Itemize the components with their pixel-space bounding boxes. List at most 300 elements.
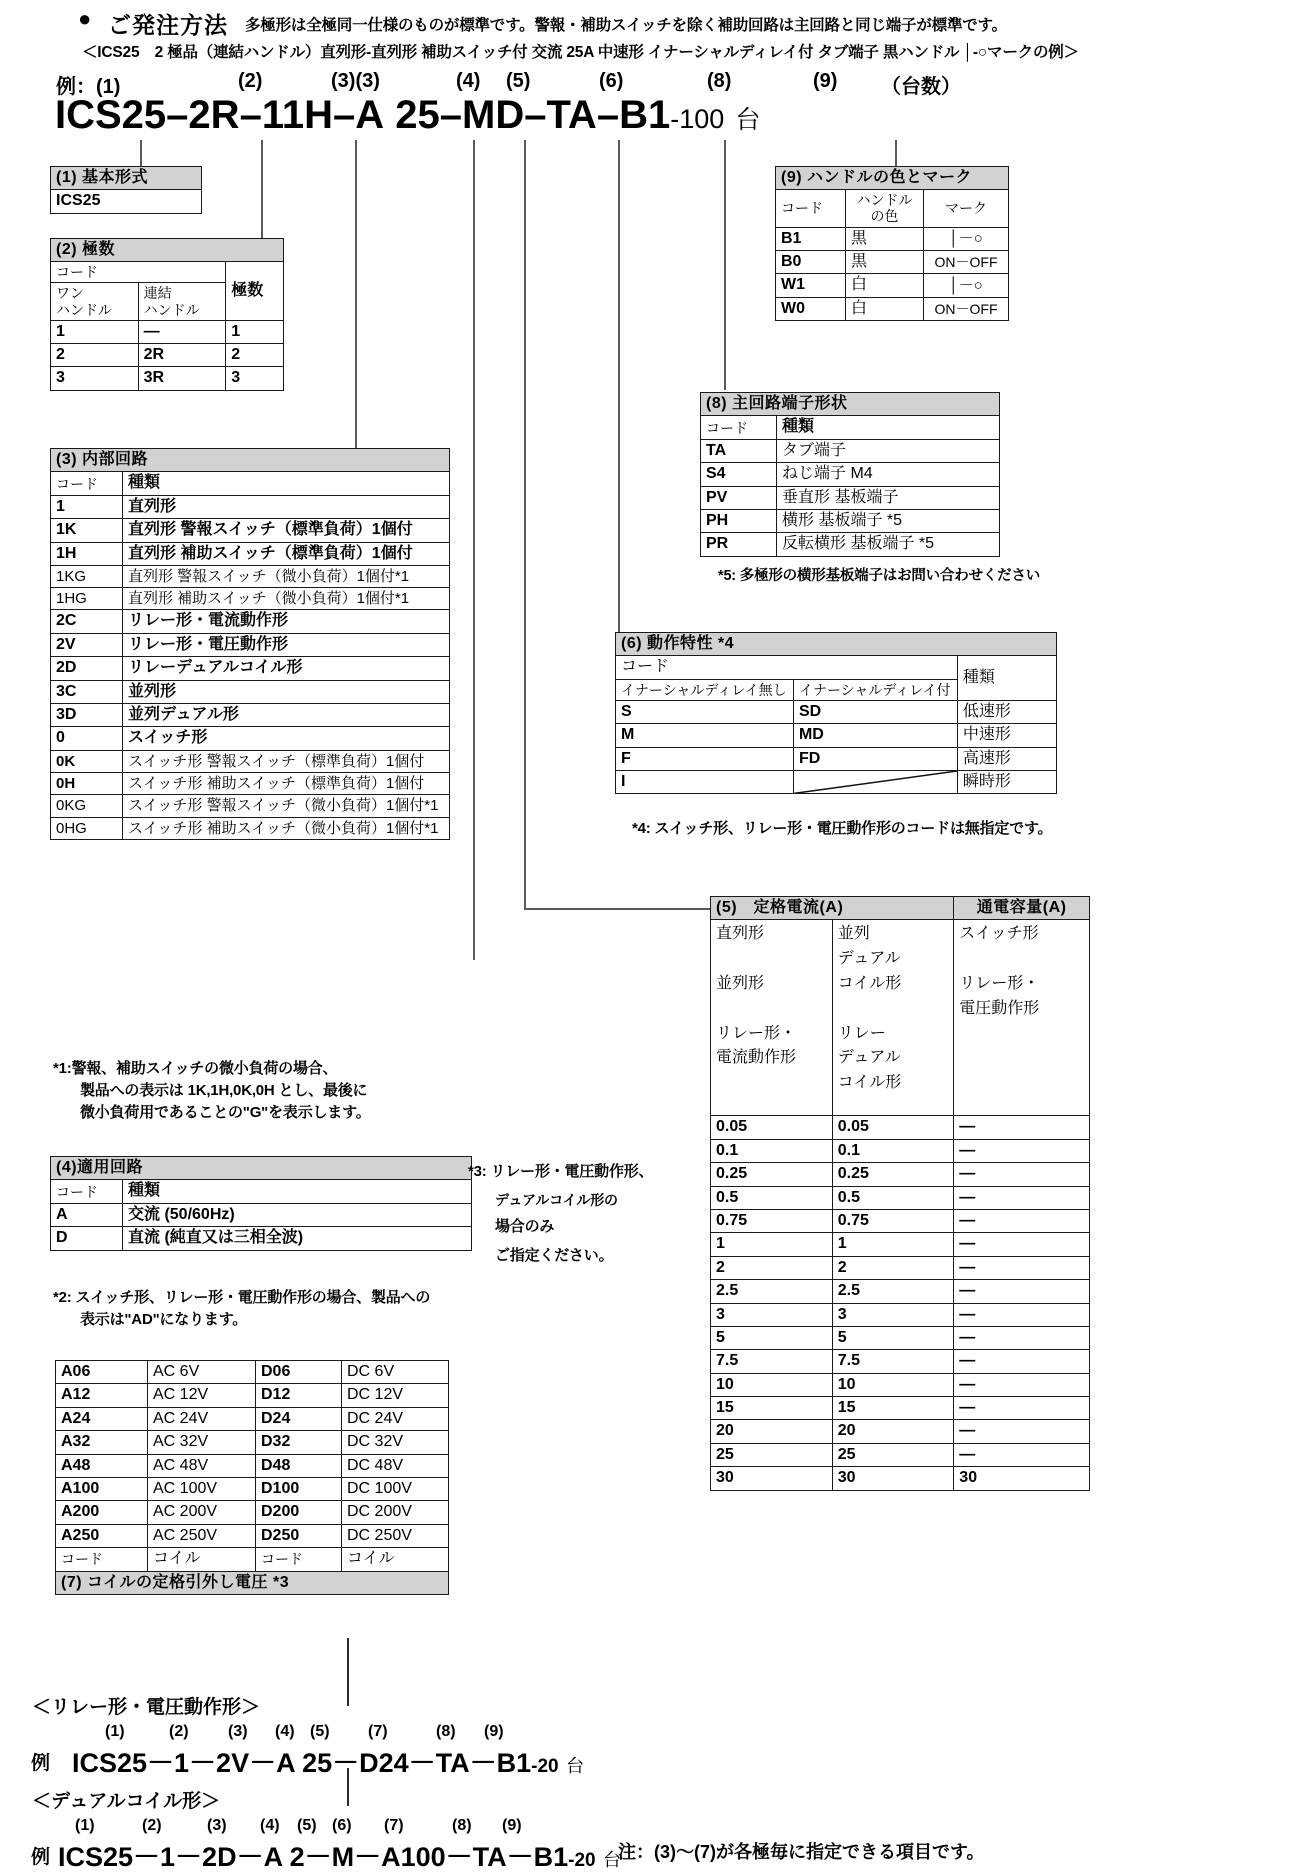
bex2-num-2: (2) — [142, 1817, 162, 1834]
table-row — [51, 795, 450, 817]
page-title: ご発注方法 — [108, 12, 228, 38]
t5-a: 1 — [711, 1233, 833, 1256]
t9-code: W0 — [776, 297, 846, 320]
t3-code: 0H — [51, 773, 123, 795]
t6-no-delay: F — [616, 747, 794, 770]
footnote-2-line-1: *2: スイッチ形、リレー形・電圧動作形の場合、製品への — [53, 1289, 431, 1306]
bex1-qty: -20 — [531, 1756, 559, 1777]
t5-c: ― — [954, 1397, 1090, 1420]
t7-dc-code: D12 — [256, 1384, 342, 1407]
table-row — [56, 1431, 449, 1454]
footnote-3-line-3: 場合のみ — [495, 1218, 555, 1236]
table-row — [51, 495, 450, 518]
t7-ac: AC 100V — [148, 1477, 256, 1500]
t5-a: 25 — [711, 1443, 833, 1466]
t5-b: 0.5 — [832, 1186, 954, 1209]
bex2-num-6: (6) — [332, 1817, 352, 1834]
bex1-num-2: (2) — [169, 1723, 189, 1740]
code-dash-4: – — [439, 93, 462, 137]
t7-dc: DC 200V — [342, 1501, 449, 1524]
connector-9 — [895, 140, 897, 166]
t7-ac: AC 48V — [148, 1454, 256, 1477]
table-row — [776, 227, 1009, 250]
table-6-head-kind: 種類 — [957, 656, 1056, 700]
t9-code: B0 — [776, 250, 846, 273]
t4-code: D — [51, 1227, 123, 1250]
bex1-num-4: (4) — [275, 1723, 295, 1740]
t8-kind: 反転横形 基板端子 *5 — [777, 533, 1000, 556]
t3-kind: リレー形・電流動作形 — [123, 610, 450, 633]
t8-code: S4 — [701, 463, 777, 486]
code-part-3: 11H — [261, 93, 333, 137]
table-row — [56, 1454, 449, 1477]
t7-dc-code: D06 — [256, 1361, 342, 1384]
t6-kind: 高速形 — [957, 747, 1056, 770]
t7-foot-code-1: コード — [56, 1548, 148, 1571]
t9-code: W1 — [776, 274, 846, 297]
t5-a: 0.05 — [711, 1116, 833, 1139]
t5-a: 0.1 — [711, 1139, 833, 1162]
table-4-head-kind: 種類 — [123, 1180, 472, 1203]
table-row — [51, 519, 450, 542]
t7-ac-code: A32 — [56, 1431, 148, 1454]
bex2-num-5: (5) — [297, 1817, 317, 1834]
t7-ac-code: A250 — [56, 1524, 148, 1547]
t3-code: 2D — [51, 657, 123, 680]
t9-mark: │－○ — [924, 227, 1009, 250]
t3-kind: スイッチ形 補助スイッチ（標準負荷）1個付 — [123, 773, 450, 795]
table-5-rated-current — [710, 896, 1090, 1491]
table-row — [616, 771, 1057, 794]
table-7-title: (7) コイルの定格引外し電圧 *3 — [56, 1571, 449, 1594]
t2-r2-poles: 3 — [226, 367, 284, 390]
footnote-1-line-1: *1:警報、補助スイッチの微小負荷の場合、 — [53, 1060, 338, 1077]
table-row — [51, 344, 284, 367]
table-8-title: (8) 主回路端子形状 — [701, 393, 1000, 416]
t7-foot-coil-1: コイル — [148, 1548, 256, 1571]
bex2-num-4: (4) — [260, 1817, 280, 1834]
table-row — [51, 750, 450, 772]
table-row — [701, 509, 1000, 532]
t5-c: ― — [954, 1139, 1090, 1162]
bex1-num-7: (7) — [368, 1723, 388, 1740]
t3-kind: リレー形・電圧動作形 — [123, 633, 450, 656]
code-dash-2: – — [239, 93, 262, 137]
t6-no-delay: M — [616, 724, 794, 747]
table-row — [56, 1407, 449, 1430]
header-note: 多極形は全極同一仕様のものが標準です。警報・補助スイッチを除く補助回路は主回路と同じ端子が標準です。 — [245, 17, 1007, 34]
t3-kind: 直列形 補助スイッチ（微小負荷）1個付*1 — [123, 588, 450, 610]
code-part-1: ICS25 — [55, 93, 167, 137]
t9-mark: │－○ — [924, 274, 1009, 297]
t5-c: ― — [954, 1209, 1090, 1232]
table-row — [711, 1350, 1090, 1373]
table-row — [711, 1256, 1090, 1279]
t8-kind: タブ端子 — [777, 439, 1000, 462]
table-6-title: (6) 動作特性 *4 — [616, 633, 1057, 656]
table-6-head-code: コード — [616, 656, 958, 679]
t5-c: ― — [954, 1373, 1090, 1396]
table-3-head-kind: 種類 — [123, 472, 450, 495]
t7-ac-code: A200 — [56, 1501, 148, 1524]
table-row — [51, 367, 284, 390]
bottom-example-2-title: ＜デュアルコイル形＞ — [32, 1791, 221, 1812]
t8-code: PV — [701, 486, 777, 509]
code-dash-1: – — [166, 93, 189, 137]
t4-kind: 直流 (純直又は三相全波) — [123, 1227, 472, 1250]
t5-b: 7.5 — [832, 1350, 954, 1373]
t6-delay: MD — [793, 724, 957, 747]
t7-dc: DC 24V — [342, 1407, 449, 1430]
t7-foot-code-2: コード — [256, 1548, 342, 1571]
table-8-head-code: コード — [701, 416, 777, 439]
t7-dc: DC 100V — [342, 1477, 449, 1500]
t5-b: 1 — [832, 1233, 954, 1256]
t7-ac: AC 250V — [148, 1524, 256, 1547]
t5-b: 0.05 — [832, 1116, 954, 1139]
t7-dc-code: D48 — [256, 1454, 342, 1477]
t5-b: 2.5 — [832, 1280, 954, 1303]
table-row — [51, 773, 450, 795]
t5-a: 10 — [711, 1373, 833, 1396]
t6-kind: 瞬時形 — [957, 771, 1056, 794]
bottom-example-2-label: 例 — [31, 1847, 51, 1868]
table-2-head-poles: 極数 — [226, 262, 284, 320]
bottom-example-1-title: ＜リレー形・電圧動作形＞ — [32, 1697, 261, 1718]
t7-ac: AC 32V — [148, 1431, 256, 1454]
table-5-col3-head: スイッチ形 リレー形・ 電圧動作形 — [954, 920, 1090, 1116]
table-row — [51, 588, 450, 610]
table-row — [711, 1186, 1090, 1209]
connector-5a — [524, 140, 526, 910]
t9-color: 白 — [846, 274, 924, 297]
t3-code: 3D — [51, 704, 123, 727]
t6-delay-empty — [793, 771, 957, 794]
t3-kind: スイッチ形 補助スイッチ（微小負荷）1個付*1 — [123, 817, 450, 839]
table-row — [711, 1233, 1090, 1256]
table-row — [711, 1163, 1090, 1186]
t5-c: ― — [954, 1256, 1090, 1279]
t5-c: ― — [954, 1350, 1090, 1373]
t3-code: 0 — [51, 727, 123, 750]
bex1-num-9: (9) — [484, 1723, 504, 1740]
ex-num-2: (2) — [238, 70, 263, 92]
bex2-num-9: (9) — [502, 1817, 522, 1834]
t5-c: 30 — [954, 1467, 1090, 1490]
t9-code: B1 — [776, 227, 846, 250]
connector-3 — [355, 140, 357, 450]
table-row — [51, 542, 450, 565]
table-row — [711, 1443, 1090, 1466]
t3-code: 1HG — [51, 588, 123, 610]
connector-5b — [524, 908, 710, 910]
t5-b: 20 — [832, 1420, 954, 1443]
t6-delay: SD — [793, 700, 957, 723]
t5-a: 0.5 — [711, 1186, 833, 1209]
table-3-title: (3) 内部回路 — [51, 449, 450, 472]
t8-code: PR — [701, 533, 777, 556]
footnote-1-line-2: 製品への表示は 1K,1H,0K,0H とし、最後に — [80, 1081, 368, 1099]
connector-7a — [347, 1638, 349, 1706]
t3-kind: 並列デュアル形 — [123, 704, 450, 727]
t3-kind: 直列形 警報スイッチ（標準負荷）1個付 — [123, 519, 450, 542]
t7-ac-code: A24 — [56, 1407, 148, 1430]
bex2-num-1: (1) — [75, 1817, 95, 1834]
table-9-head-color: ハンドル の色 — [846, 190, 924, 227]
footnote-2 — [53, 1287, 503, 1331]
code-unit: 台 — [735, 106, 761, 134]
t7-dc: DC 32V — [342, 1431, 449, 1454]
t5-c: ― — [954, 1233, 1090, 1256]
t3-code: 1H — [51, 542, 123, 565]
table-row — [56, 1524, 449, 1547]
bex1-num-8: (8) — [436, 1723, 456, 1740]
code-part-9: B1 — [619, 93, 671, 137]
footnote-5: *5: 多極形の横形基板端子はお問い合わせください — [718, 568, 1041, 584]
table-row — [701, 486, 1000, 509]
t7-dc: DC 12V — [342, 1384, 449, 1407]
code-part-4: A — [355, 93, 385, 137]
table-row — [711, 1373, 1090, 1396]
t5-c: ― — [954, 1186, 1090, 1209]
example-code-line — [55, 93, 760, 138]
t6-kind: 低速形 — [957, 700, 1056, 723]
table-row — [776, 250, 1009, 273]
bex2-unit: 台 — [603, 1850, 622, 1870]
t5-b: 15 — [832, 1397, 954, 1420]
table-row — [51, 633, 450, 656]
t9-color: 白 — [846, 297, 924, 320]
t5-b: 0.1 — [832, 1139, 954, 1162]
table-row — [616, 700, 1057, 723]
t7-ac-code: A06 — [56, 1361, 148, 1384]
table-9-title: (9) ハンドルの色とマーク — [776, 167, 1009, 190]
t5-a: 0.25 — [711, 1163, 833, 1186]
t5-c: ― — [954, 1326, 1090, 1349]
table-row — [711, 1467, 1090, 1490]
table-3-head-code: コード — [51, 472, 123, 495]
t3-code: 2V — [51, 633, 123, 656]
t5-a: 2 — [711, 1256, 833, 1279]
t5-c: ― — [954, 1163, 1090, 1186]
table-5-title: (5) 定格電流(A) — [711, 897, 954, 920]
bex2-num-8: (8) — [452, 1817, 472, 1834]
table-2-pole-count — [50, 238, 284, 391]
table-row — [56, 1501, 449, 1524]
table-row — [616, 724, 1057, 747]
table-row — [51, 817, 450, 839]
final-note: 注：(3)～(7)が各極毎に指定できる項目です。 — [618, 1842, 985, 1862]
bex2-num-7: (7) — [384, 1817, 404, 1834]
t2-r1-poles: 2 — [226, 344, 284, 367]
table-9-head-mark: マーク — [924, 190, 1009, 227]
connector-1 — [140, 140, 142, 168]
t6-no-delay: S — [616, 700, 794, 723]
t5-b: 25 — [832, 1443, 954, 1466]
t2-r1-link: 2R — [138, 344, 226, 367]
table-row — [701, 439, 1000, 462]
bullet-glyph: ● — [78, 6, 92, 31]
t3-kind: スイッチ形 — [123, 727, 450, 750]
t9-color: 黒 — [846, 250, 924, 273]
t5-c: ― — [954, 1303, 1090, 1326]
t5-b: 10 — [832, 1373, 954, 1396]
header-subnote: ＜ICS25 2 極品（連結ハンドル）直列形-直列形 補助スイッチ付 交流 25A 中速形 イナーシャルディレイ付 タブ端子 黒ハンドル │-○マークの例＞ — [82, 44, 1079, 61]
ex-num-6: (6) — [599, 70, 624, 92]
t5-b: 2 — [832, 1256, 954, 1279]
table-row — [711, 1139, 1090, 1162]
ex-num-3: (3)(3) — [331, 70, 380, 92]
t3-code: 0HG — [51, 817, 123, 839]
t9-mark: ON－OFF — [924, 250, 1009, 273]
table-row — [711, 1280, 1090, 1303]
header-bullet-icon — [78, 8, 91, 31]
footnote-3-line-2: デュアルコイル形の — [495, 1191, 618, 1208]
t7-ac-code: A12 — [56, 1384, 148, 1407]
t5-b: 0.25 — [832, 1163, 954, 1186]
ex-num-9: (9) — [813, 70, 838, 92]
t3-code: 1KG — [51, 565, 123, 587]
table-6-sub-delay: イナーシャルディレイ付 — [793, 679, 957, 700]
table-2-title: (2) 極数 — [51, 239, 284, 262]
table-row — [56, 1361, 449, 1384]
bex1-num-5: (5) — [310, 1723, 330, 1740]
table-4-title: (4)適用回路 — [51, 1157, 472, 1180]
t3-code: 1K — [51, 519, 123, 542]
ex-num-8: (8) — [707, 70, 732, 92]
bex1-num-1: (1) — [105, 1723, 125, 1740]
ex-num-4: (4) — [456, 70, 481, 92]
code-dash-5: – — [524, 93, 547, 137]
code-part-8: TA — [546, 93, 597, 137]
t7-dc-code: D250 — [256, 1524, 342, 1547]
ex-num-5: (5) — [506, 70, 531, 92]
bex2-num-3: (3) — [207, 1817, 227, 1834]
t7-dc: DC 250V — [342, 1524, 449, 1547]
t9-color: 黒 — [846, 227, 924, 250]
t5-b: 0.75 — [832, 1209, 954, 1232]
t7-ac: AC 24V — [148, 1407, 256, 1430]
t6-kind: 中速形 — [957, 724, 1056, 747]
table-row — [711, 1420, 1090, 1443]
t5-a: 3 — [711, 1303, 833, 1326]
table-2-sub-link: 連結 ハンドル — [138, 283, 226, 320]
table-row — [51, 680, 450, 703]
t2-r2-one: 3 — [51, 367, 139, 390]
bottom-example-2-code — [58, 1835, 621, 1874]
t5-c: ― — [954, 1443, 1090, 1466]
table-row — [776, 297, 1009, 320]
t7-ac: AC 12V — [148, 1384, 256, 1407]
t3-kind: スイッチ形 警報スイッチ（微小負荷）1個付*1 — [123, 795, 450, 817]
t7-ac: AC 200V — [148, 1501, 256, 1524]
t5-c: ― — [954, 1116, 1090, 1139]
t5-b: 3 — [832, 1303, 954, 1326]
table-row — [51, 657, 450, 680]
t5-a: 20 — [711, 1420, 833, 1443]
table-4-head-code: コード — [51, 1180, 123, 1203]
footnote-1-line-3: 微小負荷用であることの"G"を表示します。 — [80, 1103, 371, 1121]
t7-foot-coil-2: コイル — [342, 1548, 449, 1571]
t8-kind: 横形 基板端子 *5 — [777, 509, 1000, 532]
table-row — [56, 1548, 449, 1571]
t8-code: PH — [701, 509, 777, 532]
t3-kind: 直列形 — [123, 495, 450, 518]
table-row — [776, 274, 1009, 297]
t7-dc: DC 48V — [342, 1454, 449, 1477]
t7-dc-code: D32 — [256, 1431, 342, 1454]
t3-kind: 直列形 補助スイッチ（標準負荷）1個付 — [123, 542, 450, 565]
t8-code: TA — [701, 439, 777, 462]
table-row — [51, 320, 284, 343]
t9-mark: ON－OFF — [924, 297, 1009, 320]
table-7-coil-voltage — [55, 1360, 449, 1595]
t5-b: 30 — [832, 1467, 954, 1490]
footnote-3-line-1: *3: リレー形・電圧動作形、 — [468, 1163, 654, 1180]
table-5-col1-head: 直列形 並列形 リレー形・ 電流動作形 — [711, 920, 833, 1116]
code-dash-3: – — [332, 93, 356, 137]
t7-ac-code: A48 — [56, 1454, 148, 1477]
table-row — [701, 463, 1000, 486]
t2-r0-poles: 1 — [226, 320, 284, 343]
footnote-3 — [468, 1158, 698, 1270]
table-row — [51, 1203, 472, 1226]
footnote-3-line-4: ご指定ください。 — [495, 1246, 614, 1264]
connector-2 — [261, 140, 263, 242]
table-row — [51, 1227, 472, 1250]
table-9-handle-color-mark — [775, 166, 1009, 321]
t7-ac-code: A100 — [56, 1477, 148, 1500]
t5-a: 30 — [711, 1467, 833, 1490]
t7-dc-code: D100 — [256, 1477, 342, 1500]
table-5-col2-head: 並列 デュアル コイル形 リレー デュアル コイル形 — [832, 920, 954, 1116]
t2-r2-link: 3R — [138, 367, 226, 390]
table-row — [711, 1326, 1090, 1349]
t5-c: ― — [954, 1280, 1090, 1303]
table-1-basic-form — [50, 166, 202, 214]
t3-code: 3C — [51, 680, 123, 703]
footnote-2-line-2: 表示は"AD"になります。 — [80, 1310, 248, 1328]
table-row — [56, 1477, 449, 1500]
table-row — [51, 610, 450, 633]
t8-kind: ねじ端子 M4 — [777, 463, 1000, 486]
table-6-operating-characteristics — [615, 632, 1057, 794]
t5-c: ― — [954, 1420, 1090, 1443]
table-row — [711, 1209, 1090, 1232]
t7-dc-code: D200 — [256, 1501, 342, 1524]
table-row — [701, 533, 1000, 556]
table-row — [51, 565, 450, 587]
t2-r0-link: — — [138, 320, 226, 343]
bex2-code-text: ICS25－1－2D－A 2－M－A100－TA－B1 — [58, 1842, 569, 1872]
t4-kind: 交流 (50/60Hz) — [123, 1203, 472, 1226]
t7-dc: DC 6V — [342, 1361, 449, 1384]
t4-code: A — [51, 1203, 123, 1226]
t2-r1-one: 2 — [51, 344, 139, 367]
t6-delay: FD — [793, 747, 957, 770]
t5-a: 0.75 — [711, 1209, 833, 1232]
table-row — [51, 727, 450, 750]
connector-4 — [473, 140, 475, 960]
ex-num-1: 例：(1) — [56, 76, 121, 98]
table-row — [51, 704, 450, 727]
t7-dc-code: D24 — [256, 1407, 342, 1430]
table-8-head-kind: 種類 — [777, 416, 1000, 439]
bottom-example-1-label: 例 — [31, 1753, 51, 1774]
code-part-6: MD — [462, 93, 525, 137]
code-part-5: 25 — [395, 93, 440, 137]
footnote-4: *4: スイッチ形、リレー形・電圧動作形のコードは無指定です。 — [632, 820, 1053, 837]
